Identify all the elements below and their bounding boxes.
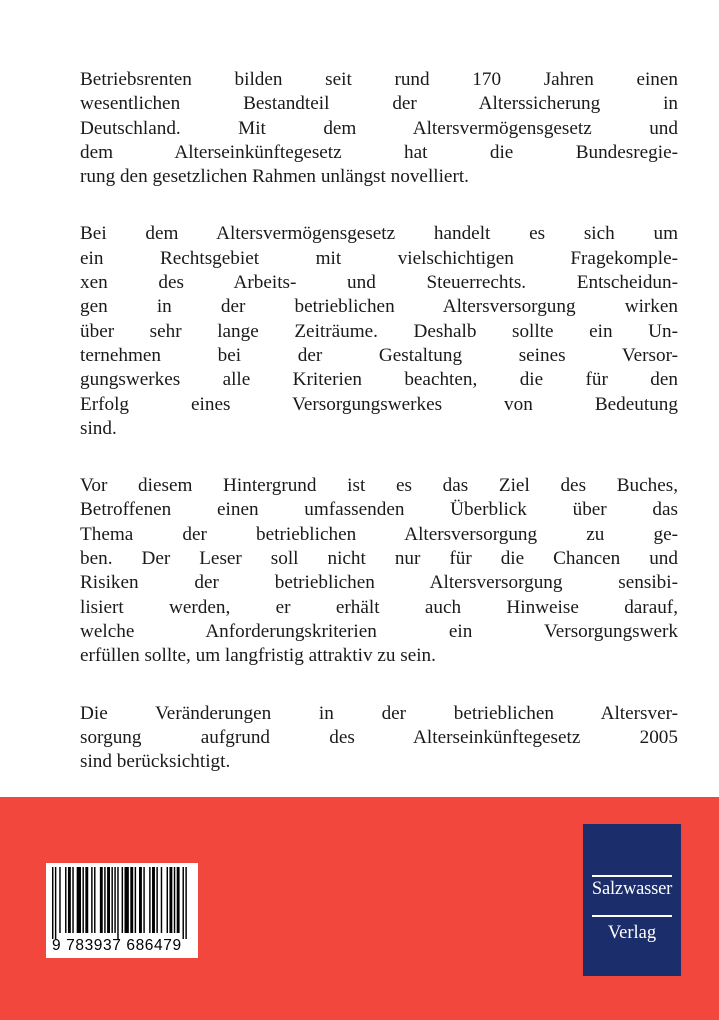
barcode-bar [156, 867, 157, 933]
isbn-barcode [46, 863, 198, 958]
barcode-bar [68, 867, 71, 933]
barcode-bar [183, 867, 184, 939]
text-line: sind berücksichtigt. [80, 751, 231, 773]
logo-rule-top [592, 875, 672, 877]
footer-band [0, 797, 719, 1020]
barcode-bar [143, 867, 144, 933]
text-line: Die Veränderungen in der betrieblichen Altersver- [80, 702, 678, 724]
barcode-bar [111, 867, 112, 933]
barcode-bar [177, 867, 180, 933]
barcode-bar [85, 867, 88, 933]
barcode-bar [135, 867, 136, 933]
barcode-bar [185, 867, 186, 939]
text-line: welche Anforderungskriterien ein Versorgungswerk [80, 620, 678, 642]
barcode-bar [59, 867, 60, 933]
text-line: gungswerkes alle Kriterien beachten, die für den [80, 369, 678, 391]
text-line: gen in der betrieblichen Altersversorgung wirken [80, 296, 678, 318]
barcode-bar [167, 867, 168, 933]
barcode-bar [130, 867, 133, 933]
text-line: Erfolg eines Versorgungswerkes von Bedeutung [80, 393, 678, 415]
text-line: sind. [80, 417, 117, 439]
publisher-imprint: Verlag [607, 923, 657, 943]
back-cover-text [80, 68, 678, 807]
paragraph-3 [80, 474, 678, 668]
barcode-bar [72, 867, 73, 933]
logo-rule-bottom [592, 915, 672, 917]
barcode-bar [125, 867, 129, 933]
barcode-bar [52, 867, 53, 939]
barcode-bar [122, 867, 123, 933]
barcode-bar [77, 867, 81, 933]
text-line: Betriebsrenten bilden seit rund 170 Jahren einen [80, 69, 678, 90]
text-line: xen des Arbeits- und Steuerrechts. Entscheidun- [80, 272, 678, 294]
text-line: erfüllen sollte, um langfristig attraktiv zu sein. [80, 645, 436, 667]
text-line: Betroffenen einen umfassenden Überblick über das [80, 499, 678, 521]
paragraph-2 [80, 222, 678, 441]
barcode-bar [82, 867, 83, 933]
barcode-bar [114, 867, 115, 933]
barcode-bar [91, 867, 92, 933]
text-line: sorgung aufgrund des Alterseinkünftegesetz 2005 [80, 726, 678, 748]
barcode-bar [174, 867, 175, 933]
text-line: Vor diesem Hintergrund ist es das Ziel des Buches, [80, 475, 678, 497]
text-line: Thema der betrieblichen Altersversorgung zu ge- [80, 523, 678, 545]
barcode-bars [46, 863, 198, 941]
barcode-bar [100, 867, 103, 933]
text-line: Bei dem Altersvermögensgesetz handelt es sich um [80, 223, 678, 245]
text-line: ein Rechtsgebiet mit vielschichtigen Fragekomple- [80, 247, 678, 269]
text-line: Deutschland. Mit dem Altersvermögensgesetz und [80, 117, 678, 139]
barcode-bar [149, 867, 150, 933]
paragraph-4 [80, 702, 678, 775]
barcode-bar [161, 867, 162, 933]
text-line: ternehmen bei der Gestaltung seines Versor- [80, 344, 678, 366]
publisher-name: Salzwasser [591, 879, 673, 899]
barcode-bar [104, 867, 105, 933]
text-line: ben. Der Leser soll nicht nur für die Chancen und [80, 548, 678, 570]
text-line: dem Alterseinkünftegesetz hat die Bundesregie- [80, 141, 678, 163]
isbn-number: 9 783937 686479 [52, 937, 182, 954]
text-line: rung den gesetzlichen Rahmen unlängst novelliert. [80, 166, 469, 188]
barcode-bar [94, 867, 95, 933]
barcode-bar [152, 867, 155, 933]
text-line: Risiken der betrieblichen Altersversorgung sensibi- [80, 572, 678, 594]
text-line: lisiert werden, er erhält auch Hinweise darauf, [80, 596, 678, 618]
barcode-bar [169, 867, 172, 933]
barcode-bar [65, 867, 66, 933]
publisher-logo [583, 824, 681, 976]
barcode-bar [139, 867, 142, 933]
paragraph-1 [80, 68, 678, 189]
barcode-bar [117, 867, 118, 939]
text-line: über sehr lange Zeiträume. Deshalb sollte ein Un- [80, 320, 678, 342]
barcode-bar [107, 867, 110, 933]
text-line: wesentlichen Bestandteil der Alterssicherung in [80, 93, 678, 115]
barcode-bar [55, 867, 56, 939]
